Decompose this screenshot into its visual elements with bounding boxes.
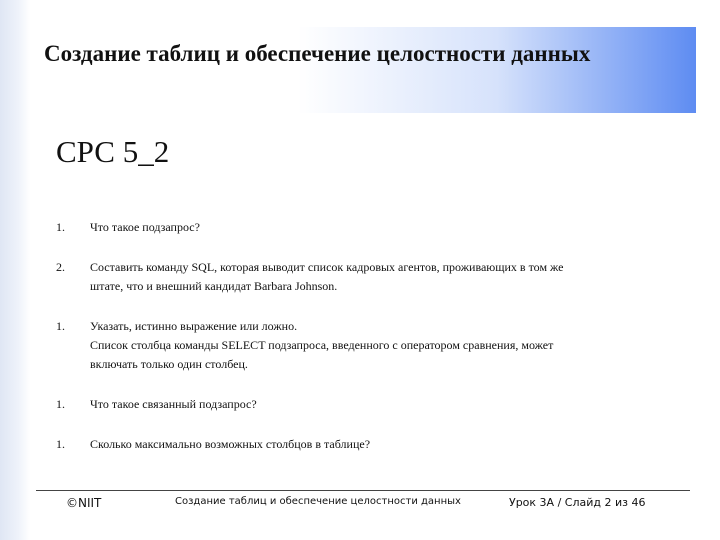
- footer-slide-counter: Урок 3А / Слайд 2 из 46: [509, 496, 646, 509]
- footer-copyright: ©NIIT: [66, 496, 102, 510]
- question-line: включать только один столбец.: [90, 357, 248, 371]
- question-number: 2.: [56, 260, 65, 274]
- question-number: 1.: [56, 220, 65, 234]
- question-number: 1.: [56, 397, 65, 411]
- footer-course-title: Создание таблиц и обеспечение целостности данных: [175, 496, 461, 507]
- slide-subtitle: СРС 5_2: [56, 134, 170, 169]
- slide-title: Создание таблиц и обеспечение целостности данных: [44, 41, 591, 66]
- question-text: [90, 317, 650, 374]
- question-text: [90, 395, 650, 414]
- left-decorative-band: [0, 0, 30, 540]
- question-text: [90, 258, 650, 296]
- footer-divider: [36, 490, 690, 491]
- question-line: Сколько максимально возможных столбцов в таблице?: [90, 437, 371, 451]
- question-line: штате, что и внешний кандидат Barbara Johnson.: [90, 279, 338, 293]
- question-text: [90, 218, 650, 237]
- question-number: 1.: [56, 437, 65, 451]
- question-line: Что такое связанный подзапрос?: [90, 397, 257, 411]
- question-number: 1.: [56, 319, 65, 333]
- question-line: Составить команду SQL, которая выводит список кадровых агентов, проживающих в том же: [90, 260, 564, 274]
- question-line: Что такое подзапрос?: [90, 220, 200, 234]
- question-text: [90, 435, 650, 454]
- question-line: Указать, истинно выражение или ложно.: [90, 319, 298, 333]
- question-line: Список столбца команды SELECT подзапроса, введенного с оператором сравнения, может: [90, 338, 554, 352]
